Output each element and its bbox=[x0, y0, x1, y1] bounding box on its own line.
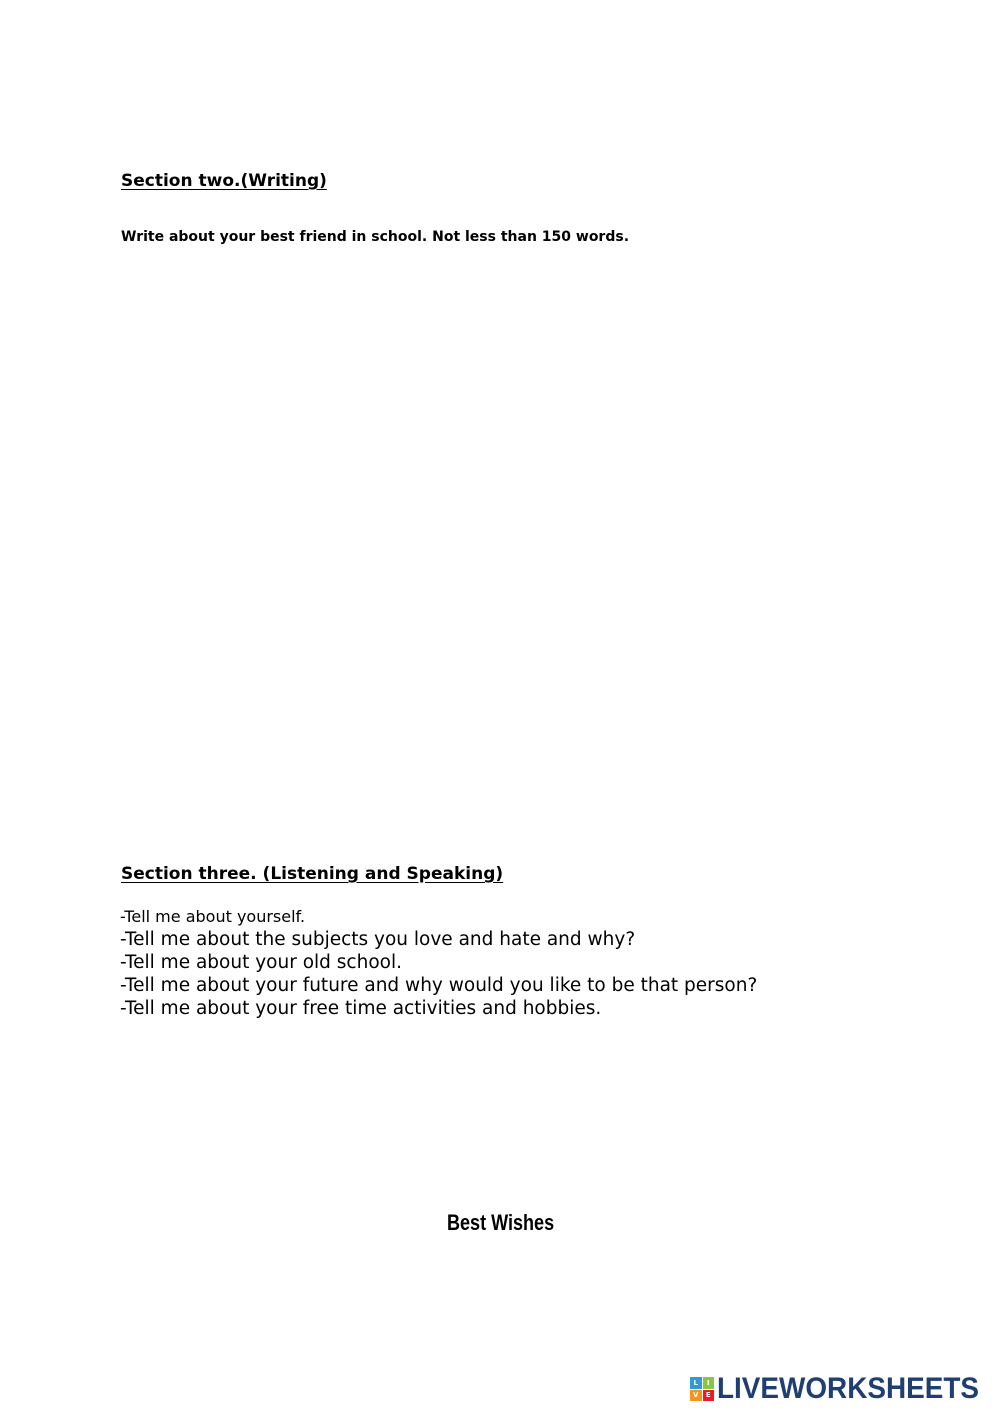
list-item: -Tell me about yourself. bbox=[120, 907, 306, 926]
closing-text: Best Wishes bbox=[447, 1210, 555, 1235]
logo-wordmark: LIVEWORKSHEETS bbox=[717, 1372, 979, 1405]
list-item: -Tell me about your old school. bbox=[120, 952, 402, 973]
section-two-heading: Section two.(Writing) bbox=[121, 171, 327, 191]
list-item: -Tell me about your free time activities and hobbies. bbox=[120, 998, 602, 1019]
speaking-questions-list bbox=[120, 906, 757, 1020]
logo-mark-tile: I bbox=[703, 1377, 715, 1389]
logo-mark-tile: E bbox=[703, 1390, 715, 1402]
writing-instruction: Write about your best friend in school. Not less than 150 words. bbox=[121, 229, 630, 245]
liveworksheets-logo-icon bbox=[690, 1377, 714, 1401]
list-item: -Tell me about your future and why would you like to be that person? bbox=[120, 975, 758, 996]
list-item: -Tell me about the subjects you love and hate and why? bbox=[120, 929, 636, 950]
liveworksheets-logo bbox=[690, 1374, 999, 1404]
logo-mark-tile: L bbox=[690, 1377, 702, 1389]
section-three-heading: Section three. (Listening and Speaking) bbox=[121, 864, 504, 884]
logo-mark-tile: V bbox=[690, 1390, 702, 1402]
